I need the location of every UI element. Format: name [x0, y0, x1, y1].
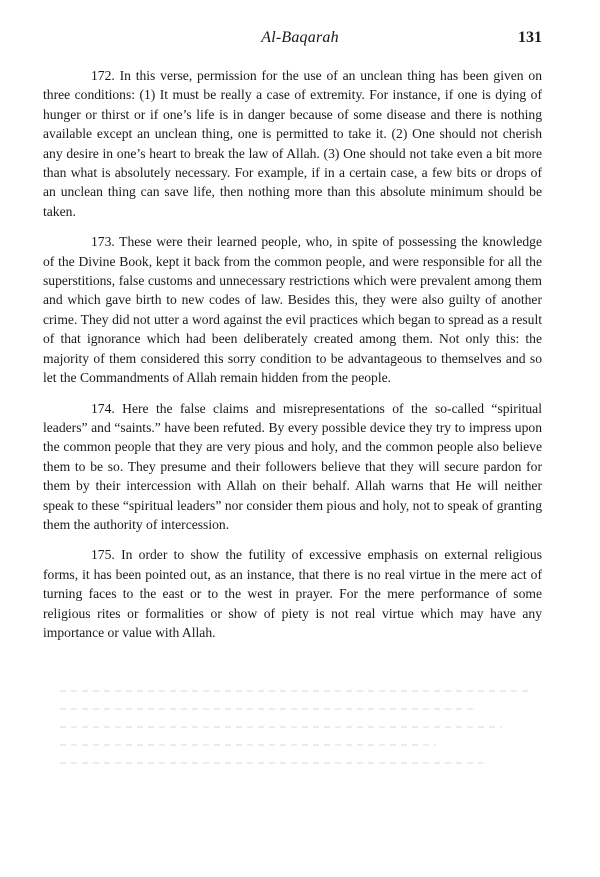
page-number: 131 — [518, 29, 542, 46]
note-paragraph-173: 173. These were their learned people, who, in spite of possessing the knowledge of the Divine Book, kept it back from the common people, and were responsible for all the superstitions, false customs and unnecessary restrictions which were prevalent among them and which gave birth to new codes of law. Besides this, they were also guilty of another crime. They did not utter a word against the evil practices which began to spread as a result of that ignorance which had been deliberately created among them. Not only this: the majority of them considered this sorry condition to be advantageous to themselves and so let the Commandments of Allah remain hidden from the people. — [43, 234, 542, 386]
note-paragraph-172: 172. In this verse, permission for the use of an unclean thing has been given on three conditions: (1) It must be really a case of extremity. For instance, if one is dying of hunger or thirst or if one’s life is in danger because of some disease and there is nothing available except an unclean thing, one is permitted to take it. (2) One should not cherish any desire in one’s heart to break the law of Allah. (3) One should not take even a bit more than what is absolutely necessary. For example, if in a certain case, a few bits or drops of an unclean thing can save life, then nothing more than this absolute minimum should be taken. — [43, 68, 542, 219]
bleed-line — [60, 690, 530, 692]
note-paragraph-175: 175. In order to show the futility of excessive emphasis on external religious forms, it has been pointed out, as an instance, that there is no real virtue in the mere act of turning faces to the east or to the west in prayer. For the mere performance of some religious rites or formalities or show of piety is not real virtue which may have any importance or value with Allah. — [43, 547, 542, 640]
bleed-line — [60, 708, 474, 710]
bleed-line — [60, 726, 502, 728]
reverse-side-bleed-through — [60, 690, 530, 840]
bleed-line — [60, 744, 436, 746]
running-title: Al-Baqarah — [261, 29, 339, 46]
bleed-line — [60, 762, 483, 764]
commentary-body — [43, 66, 542, 642]
note-paragraph-174: 174. Here the false claims and misrepresentations of the so-called “spiritual leaders” and “saints.” have been refuted. By every possible device they try to impress upon the common people that they are very pious and holy, and the common people also believe them to be so. They presume and their followers believe that they will secure pardon for them by their intercession with Allah on their behalf. Allah warns that He will neither speak to these “spiritual leaders” nor consider them pious and holy, not to speak of granting them the authority of intercession. — [43, 400, 542, 532]
